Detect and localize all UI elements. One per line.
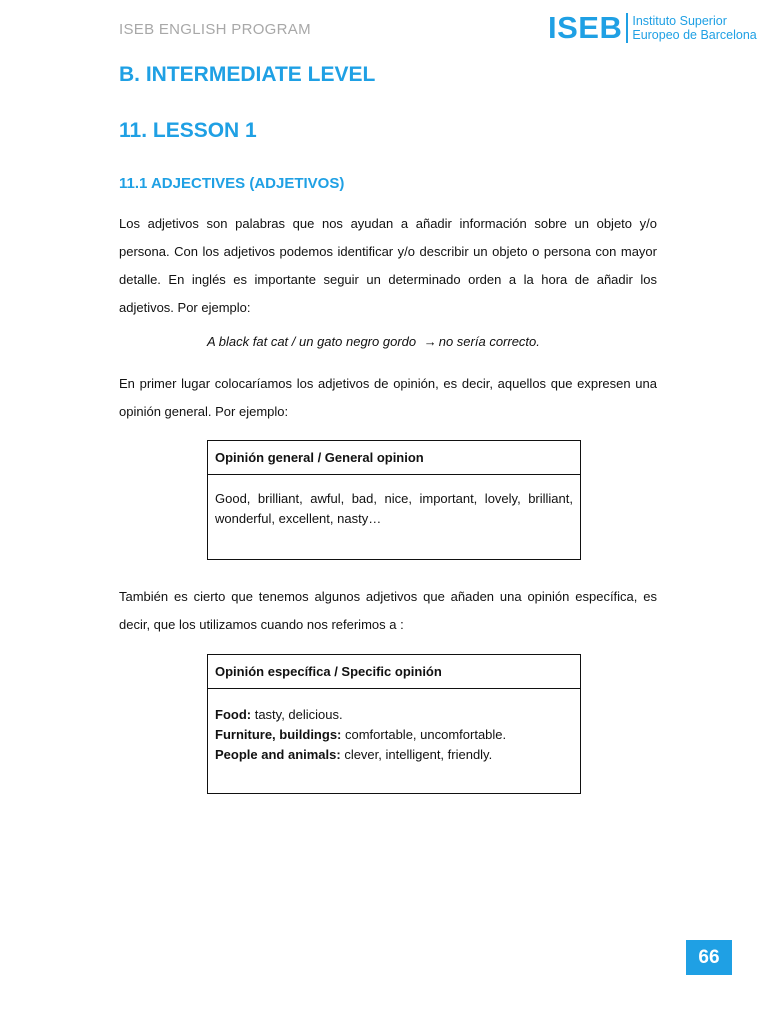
specific-row-people [215,745,573,765]
example-sentence [207,334,540,349]
opinion-paragraph: En primer lugar colocaríamos los adjetivos de opinión, es decir, aquellos que expresen una opinión general. Por ejemplo: [119,376,657,419]
row-text: tasty, delicious. [251,707,343,722]
row-label: Food: [215,707,252,722]
row-text: comfortable, uncomfortable. [341,727,507,742]
intro-paragraph: Los adjetivos son palabras que nos ayudan a añadir información sobre un objeto y/o persona. Con los adjetivos podemos identificar y/o describir un objeto o persona con mayor detalle. En inglés es importante seguir un determinado orden a la hora de añadir los adjetivos. Por ejemplo: [119,216,657,315]
specific-opinion-content [208,689,580,771]
page-number: 66 [686,940,732,975]
program-header: ISEB ENGLISH PROGRAM [119,21,311,38]
iseb-logo [548,12,757,43]
general-opinion-box [207,440,581,560]
general-opinion-title: Opinión general / General opinion [208,441,580,475]
logo-mark: ISEB [548,10,623,45]
logo-divider [626,13,628,43]
row-text: clever, intelligent, friendly. [340,747,493,762]
specific-opinion-box [207,654,581,794]
example-note: no sería correcto. [438,334,540,349]
general-opinion-content: Good, brilliant, awful, bad, nice, important, lovely, brilliant, wonderful, excellent, nasty… [215,491,573,526]
specific-row-food [215,705,573,725]
specific-opinion-title: Opinión específica / Specific opinión [208,655,580,689]
lesson-title: 11. LESSON 1 [119,119,257,142]
specific-row-furniture [215,725,573,745]
logo-text [632,14,756,42]
row-label: People and animals: [215,747,341,762]
example-text: A black fat cat / un gato negro gordo [207,334,417,349]
logo-line-1: Instituto Superior [632,13,727,28]
arrow-right-icon: → [423,334,437,349]
logo-line-2: Europeo de Barcelona [632,27,757,42]
level-title: B. INTERMEDIATE LEVEL [119,63,376,86]
specific-paragraph: También es cierto que tenemos algunos adjetivos que añaden una opinión específica, es decir, que los utilizamos cuando nos referimos a : [119,589,657,632]
section-title: 11.1 ADJECTIVES (ADJETIVOS) [119,175,345,192]
row-label: Furniture, buildings: [215,727,342,742]
